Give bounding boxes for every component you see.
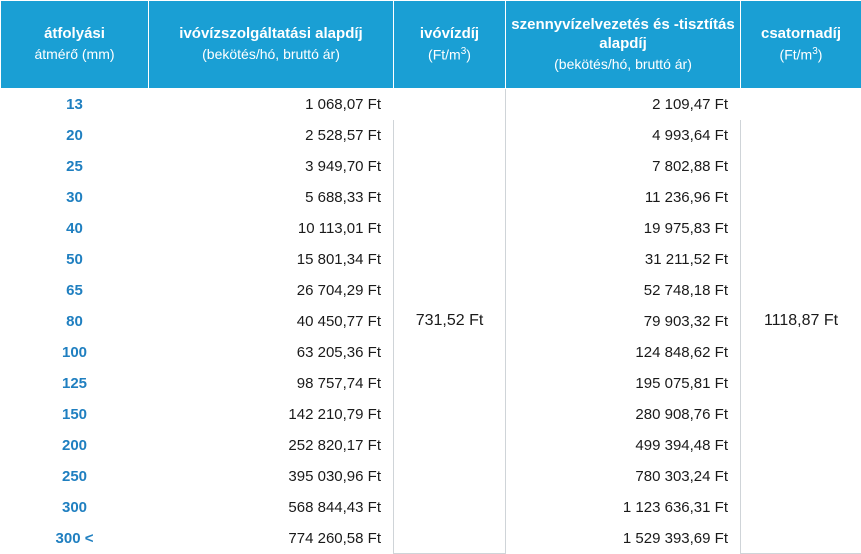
- cell-diameter: 200: [1, 430, 149, 461]
- header-row: [1, 1, 861, 89]
- cell-sewer-base: 31 211,52 Ft: [506, 244, 741, 275]
- cell-water-fee: 731,52 Ft: [394, 89, 506, 554]
- cell-diameter: 25: [1, 151, 149, 182]
- cell-water-base: 26 704,29 Ft: [149, 275, 394, 306]
- cell-sewer-base: 124 848,62 Ft: [506, 337, 741, 368]
- header-diameter-sub: átmérő (mm): [1, 46, 148, 64]
- cell-diameter: 80: [1, 306, 149, 337]
- cell-water-base: 10 113,01 Ft: [149, 213, 394, 244]
- header-water-fee: [394, 1, 506, 89]
- cell-diameter: 13: [1, 89, 149, 120]
- header-diameter-main: átfolyási: [44, 25, 105, 42]
- header-sewer-base-sub: (bekötés/hó, bruttó ár): [506, 56, 740, 74]
- cell-water-base: 568 844,43 Ft: [149, 492, 394, 523]
- cell-water-base: 2 528,57 Ft: [149, 120, 394, 151]
- cell-water-base: 1 068,07 Ft: [149, 89, 394, 120]
- cell-sewer-base: 195 075,81 Ft: [506, 368, 741, 399]
- cell-sewer-base: 11 236,96 Ft: [506, 182, 741, 213]
- cell-sewer-base: 79 903,32 Ft: [506, 306, 741, 337]
- cell-sewer-base: 19 975,83 Ft: [506, 213, 741, 244]
- header-water-fee-unit: $(Ft/m^3)$: [394, 46, 505, 64]
- table-header: [1, 1, 861, 89]
- cell-water-base: 252 820,17 Ft: [149, 430, 394, 461]
- cell-sewer-base: 780 303,24 Ft: [506, 461, 741, 492]
- cell-water-base: 774 260,58 Ft: [149, 523, 394, 554]
- cell-diameter: 300 <: [1, 523, 149, 554]
- cell-diameter: 300: [1, 492, 149, 523]
- cell-sewer-base: 1 123 636,31 Ft: [506, 492, 741, 523]
- header-water-base-sub: (bekötés/hó, bruttó ár): [149, 46, 393, 64]
- cell-diameter: 50: [1, 244, 149, 275]
- header-sewer-base: [506, 1, 741, 89]
- cell-diameter: 65: [1, 275, 149, 306]
- cell-sewer-fee: 1118,87 Ft: [741, 89, 861, 554]
- cell-sewer-base: 499 394,48 Ft: [506, 430, 741, 461]
- header-water-base: [149, 1, 394, 89]
- header-sewer-fee-unit: $(Ft/m^3)$: [741, 46, 861, 64]
- cell-diameter: 30: [1, 182, 149, 213]
- cell-sewer-base: 52 748,18 Ft: [506, 275, 741, 306]
- cell-water-base: 142 210,79 Ft: [149, 399, 394, 430]
- cell-water-base: 63 205,36 Ft: [149, 337, 394, 368]
- cell-water-base: 395 030,96 Ft: [149, 461, 394, 492]
- header-sewer-fee-main: csatornadíj: [761, 25, 841, 42]
- cell-diameter: 150: [1, 399, 149, 430]
- cell-sewer-base: 2 109,47 Ft: [506, 89, 741, 120]
- cell-water-base: 5 688,33 Ft: [149, 182, 394, 213]
- header-sewer-fee: [741, 1, 861, 89]
- cell-sewer-base: 4 993,64 Ft: [506, 120, 741, 151]
- table-body: [1, 89, 861, 554]
- header-water-base-main: ivóvízszolgáltatási alapdíj: [179, 25, 362, 42]
- header-sewer-base-main: szennyvízelvezetés és -tisztítás alapdíj: [511, 16, 734, 52]
- header-water-fee-main: ivóvízdíj: [420, 25, 479, 42]
- cell-diameter: 100: [1, 337, 149, 368]
- cell-water-base: 3 949,70 Ft: [149, 151, 394, 182]
- cell-water-base: 98 757,74 Ft: [149, 368, 394, 399]
- cell-diameter: 20: [1, 120, 149, 151]
- cell-sewer-base: 1 529 393,69 Ft: [506, 523, 741, 554]
- header-diameter: [1, 1, 149, 89]
- table-row: [1, 89, 861, 120]
- cell-sewer-base: 7 802,88 Ft: [506, 151, 741, 182]
- cell-sewer-base: 280 908,76 Ft: [506, 399, 741, 430]
- cell-water-base: 40 450,77 Ft: [149, 306, 394, 337]
- cell-water-base: 15 801,34 Ft: [149, 244, 394, 275]
- cell-diameter: 40: [1, 213, 149, 244]
- cell-diameter: 125: [1, 368, 149, 399]
- cell-diameter: 250: [1, 461, 149, 492]
